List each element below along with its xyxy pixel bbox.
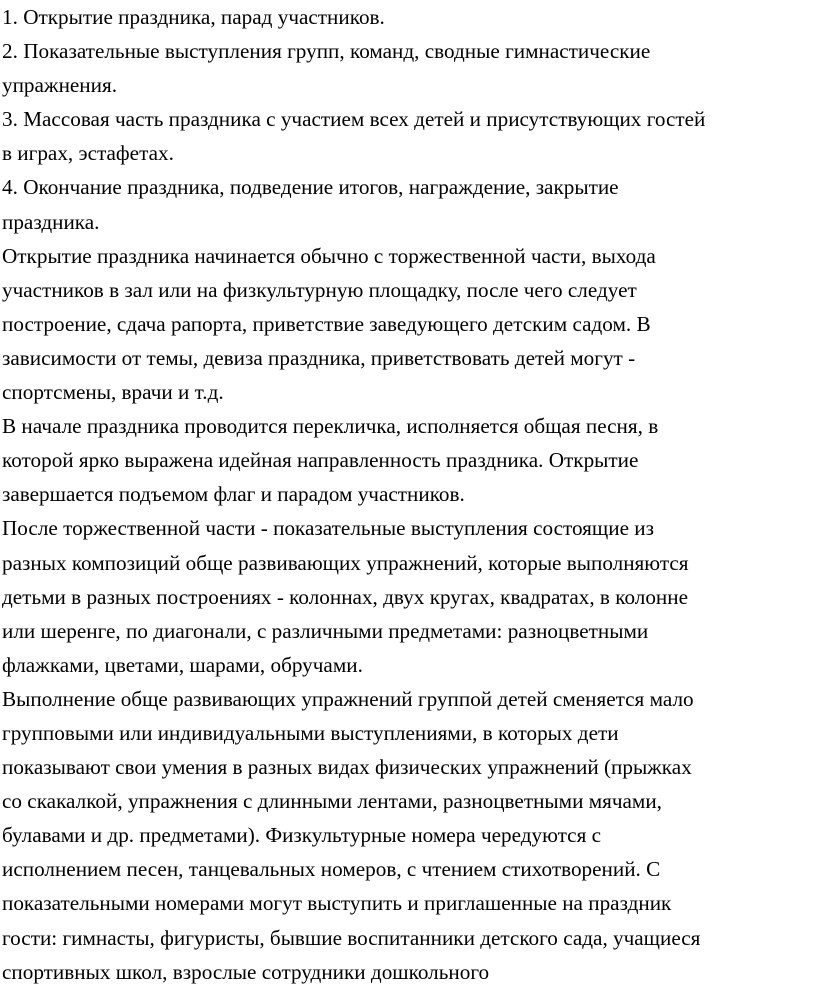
- text-line: 3. Массовая часть праздника с участием всех детей и присутствующих гостей: [2, 107, 706, 132]
- text-line: со скакалкой, упражнения с длинными лентами, разноцветными мячами,: [2, 789, 662, 814]
- text-line: завершается подъемом флаг и парадом участников.: [2, 482, 465, 507]
- text-line: исполнением песен, танцевальных номеров, с чтением стихотворений. С: [2, 857, 661, 882]
- text-line: групповыми или индивидуальными выступлениями, в которых дети: [2, 720, 619, 745]
- text-line: булавами и др. предметами). Физкультурные номера чередуются с: [2, 823, 602, 848]
- text-line: Выполнение обще развивающих упражнений группой детей сменяется мало: [2, 686, 694, 711]
- text-line: детьми в разных построениях - колоннах, двух кругах, квадратах, в колонне: [2, 584, 689, 609]
- text-line: разных композиций обще развивающих упражнений, которые выполняются: [2, 550, 689, 575]
- text-line: спортсмены, врачи и т.д.: [2, 380, 224, 405]
- text-line: Открытие праздника начинается обычно с торжественной части, выхода: [2, 243, 656, 268]
- text-line: 2. Показательные выступления групп, команд, сводные гимнастические: [2, 39, 651, 64]
- text-line: показывают свои умения в разных видах физических упражнений (прыжках: [2, 755, 692, 780]
- document-text: [2, 0, 816, 989]
- text-line: спортивных школ, взрослые сотрудники дошкольного: [2, 959, 490, 984]
- text-line: 4. Окончание праздника, подведение итогов, награждение, закрытие: [2, 175, 619, 200]
- text-line: праздника.: [2, 209, 100, 234]
- text-line: зависимости от темы, девиза праздника, приветствовать детей могут -: [2, 345, 636, 370]
- text-line: построение, сдача рапорта, приветствие заведующего детским садом. В: [2, 311, 651, 336]
- text-line: В начале праздника проводится перекличка, исполняется общая песня, в: [2, 414, 659, 439]
- text-line: в играх, эстафетах.: [2, 141, 174, 166]
- text-line: гости: гимнасты, фигуристы, бывшие воспитанники детского сада, учащиеся: [2, 925, 701, 950]
- text-line: После торжественной части - показательные выступления состоящие из: [2, 516, 654, 541]
- text-line: 1. Открытие праздника, парад участников.: [2, 5, 385, 29]
- text-line: участников в зал или на физкультурную площадку, после чего следует: [2, 277, 637, 302]
- text-line: показательными номерами могут выступить и приглашенные на праздник: [2, 891, 672, 916]
- text-line: которой ярко выражена идейная направленность праздника. Открытие: [2, 448, 639, 473]
- text-line: или шеренге, по диагонали, с различными предметами: разноцветными: [2, 618, 649, 643]
- text-line: флажками, цветами, шарами, обручами.: [2, 652, 363, 677]
- text-line: упражнения.: [2, 73, 118, 98]
